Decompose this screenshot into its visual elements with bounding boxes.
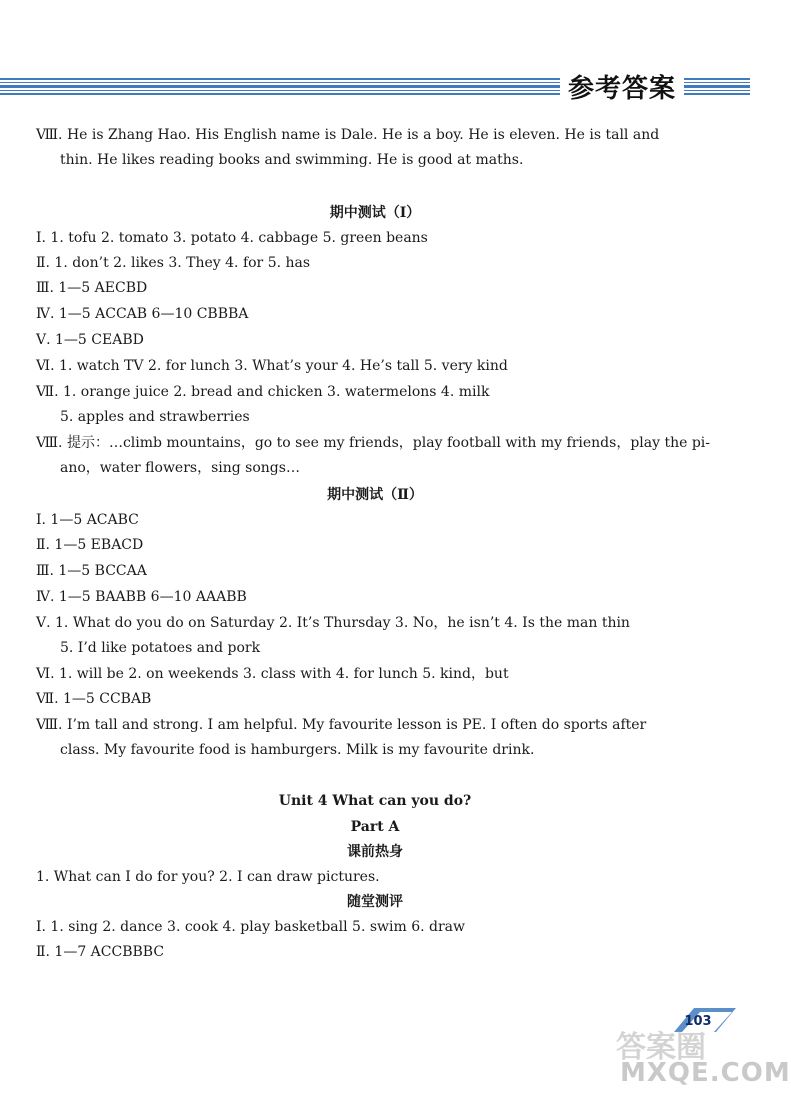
header-rule-right [684, 78, 750, 98]
answer-line: ano，water flowers，sing songs… [60, 460, 300, 476]
answer-line: Ⅰ. 1. sing 2. dance 3. cook 4. play basketball 5. swim 6. draw [36, 919, 466, 935]
watermark-logo: 答案圈 [616, 1030, 706, 1065]
answer-line: Ⅷ. He is Zhang Hao. His English name is Dale. He is a boy. He is eleven. He is tall and [36, 127, 660, 143]
answer-line: Ⅶ. 1—5 CCBAB [36, 691, 152, 707]
answer-line: Ⅱ. 1—5 EBACD [36, 537, 144, 553]
subsection-heading: 课前热身 [347, 844, 403, 860]
unit-heading: Unit 4 What can you do? [278, 793, 472, 809]
header-rule-left [0, 78, 560, 98]
answer-line: 1. What can I do for you? 2. I can draw pictures. [36, 869, 380, 885]
answer-line: Ⅶ. 1. orange juice 2. bread and chicken 3. watermelons 4. milk [36, 384, 490, 400]
section-heading: 期中测试（Ⅰ） [329, 205, 421, 221]
part-heading: Part A [350, 819, 400, 835]
section-heading: 期中测试（Ⅱ） [327, 487, 423, 503]
watermark-text: MXQE.COM [620, 1058, 791, 1088]
answer-line: Ⅱ. 1. don’t 2. likes 3. They 4. for 5. has [36, 255, 311, 271]
answer-line: Ⅲ. 1—5 BCCAA [36, 563, 147, 579]
answer-line: thin. He likes reading books and swimming. He is good at maths. [60, 152, 524, 168]
answer-line: Ⅷ. I’m tall and strong. I am helpful. My favourite lesson is PE. I often do sports after [36, 717, 647, 733]
answer-line: Ⅴ. 1—5 CEABD [36, 332, 144, 348]
answer-line: Ⅵ. 1. will be 2. on weekends 3. class with 4. for lunch 5. kind，but [36, 666, 509, 682]
answer-line: 5. I’d like potatoes and pork [60, 640, 261, 656]
header-title: 参考答案 [568, 74, 677, 104]
answer-line: Ⅰ. 1—5 ACABC [36, 512, 139, 528]
answer-line: Ⅲ. 1—5 AECBD [36, 280, 148, 296]
answer-line: Ⅱ. 1—7 ACCBBBC [36, 944, 165, 960]
answer-line: Ⅳ. 1—5 BAABB 6—10 AAABB [36, 589, 247, 605]
answer-line: Ⅴ. 1. What do you do on Saturday 2. It’s Thursday 3. No，he isn’t 4. Is the man thin [36, 615, 630, 631]
subsection-heading: 随堂测评 [347, 894, 403, 910]
page-number: 103 [684, 1014, 712, 1029]
answer-line: Ⅷ. 提示：…climb mountains，go to see my friends，play football with my friends，play the pi- [36, 435, 711, 451]
answer-line: 5. apples and strawberries [60, 409, 250, 425]
answer-line: Ⅵ. 1. watch TV 2. for lunch 3. What’s your 4. He’s tall 5. very kind [36, 358, 508, 374]
answer-line: Ⅰ. 1. tofu 2. tomato 3. potato 4. cabbage 5. green beans [36, 230, 428, 246]
answer-line: class. My favourite food is hamburgers. Milk is my favourite drink. [60, 742, 535, 758]
answer-line: Ⅳ. 1—5 ACCAB 6—10 CBBBA [36, 306, 249, 322]
